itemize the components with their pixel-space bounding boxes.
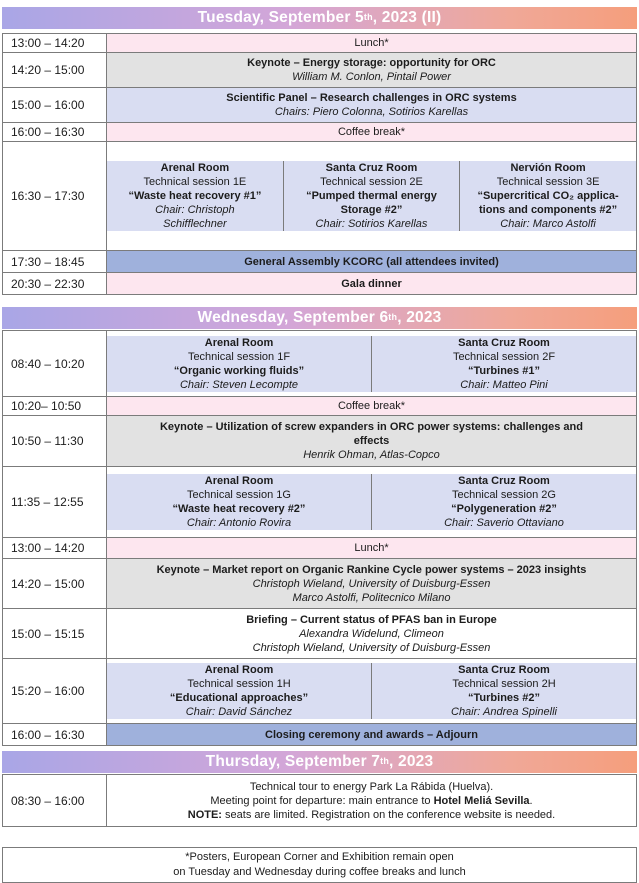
room-name: Arenal Room bbox=[204, 664, 274, 676]
table-row bbox=[3, 123, 637, 142]
schedule-thursday bbox=[2, 774, 637, 827]
session-chair: Chair: Sotirios Karellas bbox=[315, 218, 428, 230]
session-label: Technical session 2G bbox=[452, 489, 556, 501]
session-arenal bbox=[107, 474, 372, 530]
session-title: “Educational approaches” bbox=[169, 692, 309, 704]
session-chair: Chair: Steven Lecompte bbox=[179, 378, 298, 391]
session-title: “Turbines #2” bbox=[468, 692, 540, 704]
keynote-title: Keynote – Energy storage: opportunity for ORC bbox=[247, 57, 496, 69]
session-arenal bbox=[107, 663, 372, 719]
gala-dinner-cell: Gala dinner bbox=[107, 273, 637, 295]
room-name: Arenal Room bbox=[204, 475, 274, 487]
parallel-sessions bbox=[107, 336, 636, 392]
session-title: Storage #2” bbox=[340, 204, 403, 216]
briefing-cell bbox=[107, 609, 637, 659]
day-header-wednesday: Wednesday, September 6 $^{th}$ , 2023 bbox=[2, 307, 637, 329]
time-cell: 08:30 – 16:00 bbox=[3, 775, 107, 827]
session-label: Technical session 2E bbox=[320, 176, 423, 188]
table-row bbox=[3, 34, 637, 53]
keynote-speaker: William M. Conlon, Pintail Power bbox=[292, 71, 451, 83]
session-title: “Pumped thermal energy bbox=[306, 190, 437, 202]
table-row bbox=[3, 331, 637, 397]
briefing-title: Briefing – Current status of PFAS ban in Europe bbox=[246, 613, 497, 626]
table-row bbox=[3, 559, 637, 609]
room-name: Santa Cruz Room bbox=[458, 336, 550, 349]
time-cell: 14:20 – 15:00 bbox=[3, 53, 107, 88]
parallel-sessions bbox=[107, 161, 636, 231]
time-cell: 10:20– 10:50 bbox=[3, 397, 107, 416]
table-row bbox=[3, 142, 637, 251]
session-chair: Chair: Matteo Pini bbox=[460, 378, 548, 391]
schedule-wednesday bbox=[2, 330, 637, 746]
keynote-speaker: Henrik Ohman, Atlas-Copco bbox=[303, 449, 440, 461]
parallel-sessions-cell bbox=[107, 142, 637, 251]
session-label: Technical session 1G bbox=[187, 489, 291, 501]
parallel-sessions-cell bbox=[107, 659, 637, 724]
session-title: “Supercritical CO₂ applica- bbox=[477, 190, 619, 202]
tour-description: Technical tour to energy Park La Rábida (Huelva). bbox=[249, 780, 494, 793]
session-title: “Organic working fluids” bbox=[173, 364, 305, 377]
time-cell: 08:40 – 10:20 bbox=[3, 331, 107, 397]
footnote-line: on Tuesday and Wednesday during coffee breaks and lunch bbox=[173, 866, 466, 878]
time-cell: 13:00 – 14:20 bbox=[3, 538, 107, 559]
time-cell: 10:50 – 11:30 bbox=[3, 416, 107, 467]
session-title: “Waste heat recovery #2” bbox=[172, 503, 306, 515]
time-cell: 16:00 – 16:30 bbox=[3, 724, 107, 746]
session-santa-cruz bbox=[372, 663, 637, 719]
table-row bbox=[3, 775, 637, 827]
briefing-speaker: Christoph Wieland, University of Duisburg-Essen bbox=[252, 641, 491, 654]
session-chair: Chair: Antonio Rovira bbox=[186, 517, 292, 529]
table-row bbox=[3, 273, 637, 295]
time-cell: 16:30 – 17:30 bbox=[3, 142, 107, 251]
table-row bbox=[3, 251, 637, 273]
room-name: Arenal Room bbox=[160, 162, 230, 174]
table-row bbox=[3, 659, 637, 724]
table-row bbox=[3, 53, 637, 88]
table-row bbox=[3, 467, 637, 538]
lunch-cell: Lunch* bbox=[107, 538, 637, 559]
session-arenal bbox=[107, 161, 283, 231]
table-row bbox=[3, 724, 637, 746]
keynote-speaker: Marco Astolfi, Politecnico Milano bbox=[292, 591, 451, 604]
tour-note: NOTE: seats are limited. Registration on the conference website is needed. bbox=[187, 808, 556, 821]
session-chair: Chair: Andrea Spinelli bbox=[451, 706, 557, 718]
room-name: Santa Cruz Room bbox=[325, 162, 418, 174]
keynote-title: Keynote – Market report on Organic Rankine Cycle power systems – 2023 insights bbox=[156, 563, 587, 576]
session-title: “Waste heat recovery #1” bbox=[128, 190, 262, 202]
panel-title: Scientific Panel – Research challenges in ORC systems bbox=[226, 92, 517, 104]
room-name: Nervión Room bbox=[510, 162, 586, 174]
session-label: Technical session 1H bbox=[187, 678, 291, 690]
hotel-name: Hotel Meliá Sevilla bbox=[433, 794, 530, 807]
tour-meeting-point: Meeting point for departure: main entrance to Hotel Meliá Sevilla. bbox=[210, 794, 533, 807]
session-label: Technical session 1F bbox=[187, 350, 291, 363]
time-cell: 14:20 – 15:00 bbox=[3, 559, 107, 609]
lunch-cell: Lunch* bbox=[107, 34, 637, 53]
day-header-thursday: Thursday, September 7 $^{th}$ , 2023 bbox=[2, 751, 637, 773]
session-title: “Turbines #1” bbox=[468, 364, 540, 377]
parallel-sessions bbox=[107, 663, 636, 719]
session-chair: Chair: Christoph bbox=[155, 204, 235, 216]
briefing-speaker: Alexandra Widelund, Climeon bbox=[299, 627, 444, 640]
keynote-speaker: Christoph Wieland, University of Duisburg-Essen bbox=[252, 577, 491, 590]
session-label: Technical session 2H bbox=[452, 678, 556, 690]
room-name: Arenal Room bbox=[204, 336, 274, 349]
time-cell: 16:00 – 16:30 bbox=[3, 123, 107, 142]
parallel-sessions-cell bbox=[107, 467, 637, 538]
table-row bbox=[3, 416, 637, 467]
parallel-sessions bbox=[107, 474, 636, 530]
table-row bbox=[3, 538, 637, 559]
time-cell: 11:35 – 12:55 bbox=[3, 467, 107, 538]
session-chair: Schifflechner bbox=[163, 218, 227, 230]
session-title: “Polygeneration #2” bbox=[451, 503, 557, 515]
keynote-cell bbox=[107, 53, 637, 88]
keynote-title: effects bbox=[353, 435, 390, 447]
coffee-break-cell: Coffee break* bbox=[107, 123, 637, 142]
table-row bbox=[3, 88, 637, 123]
table-row bbox=[3, 397, 637, 416]
session-chair: Chair: David Sánchez bbox=[185, 706, 293, 718]
session-title: tions and components #2” bbox=[479, 204, 618, 216]
schedule-tuesday bbox=[2, 33, 637, 295]
parallel-sessions-cell bbox=[107, 331, 637, 397]
time-cell: 20:30 – 22:30 bbox=[3, 273, 107, 295]
time-cell: 13:00 – 14:20 bbox=[3, 34, 107, 53]
panel-chairs: Chairs: Piero Colonna, Sotirios Karellas bbox=[274, 106, 469, 118]
keynote-cell bbox=[107, 416, 637, 467]
time-cell: 17:30 – 18:45 bbox=[3, 251, 107, 273]
session-label: Technical session 2F bbox=[452, 350, 556, 363]
time-cell: 15:00 – 16:00 bbox=[3, 88, 107, 123]
footnote-box bbox=[2, 847, 637, 883]
session-santa-cruz bbox=[372, 474, 637, 530]
session-chair: Chair: Marco Astolfi bbox=[500, 218, 596, 230]
day-header-tuesday: Tuesday, September 5 $^{th}$ , 2023 (II) bbox=[2, 7, 637, 29]
coffee-break-cell: Coffee break* bbox=[107, 397, 637, 416]
room-name: Santa Cruz Room bbox=[458, 664, 550, 676]
session-label: Technical session 3E bbox=[496, 176, 600, 188]
keynote-title: Keynote – Utilization of screw expanders in ORC power systems: challenges and bbox=[159, 421, 583, 433]
closing-ceremony-cell: Closing ceremony and awards – Adjourn bbox=[107, 724, 637, 746]
time-cell: 15:20 – 16:00 bbox=[3, 659, 107, 724]
panel-cell bbox=[107, 88, 637, 123]
time-cell: 15:00 – 15:15 bbox=[3, 609, 107, 659]
session-santa-cruz bbox=[283, 161, 459, 231]
session-label: Technical session 1E bbox=[143, 176, 247, 188]
session-chair: Chair: Saverio Ottaviano bbox=[444, 517, 564, 529]
assembly-cell: General Assembly KCORC (all attendees invited) bbox=[107, 251, 637, 273]
technical-tour-cell bbox=[107, 775, 637, 827]
footnote-line: *Posters, European Corner and Exhibition remain open bbox=[185, 851, 454, 863]
session-nervion bbox=[460, 161, 636, 231]
table-row bbox=[3, 609, 637, 659]
note-label: NOTE: bbox=[187, 808, 222, 821]
room-name: Santa Cruz Room bbox=[458, 475, 550, 487]
session-arenal bbox=[107, 336, 372, 392]
session-santa-cruz bbox=[372, 336, 637, 392]
keynote-cell bbox=[107, 559, 637, 609]
